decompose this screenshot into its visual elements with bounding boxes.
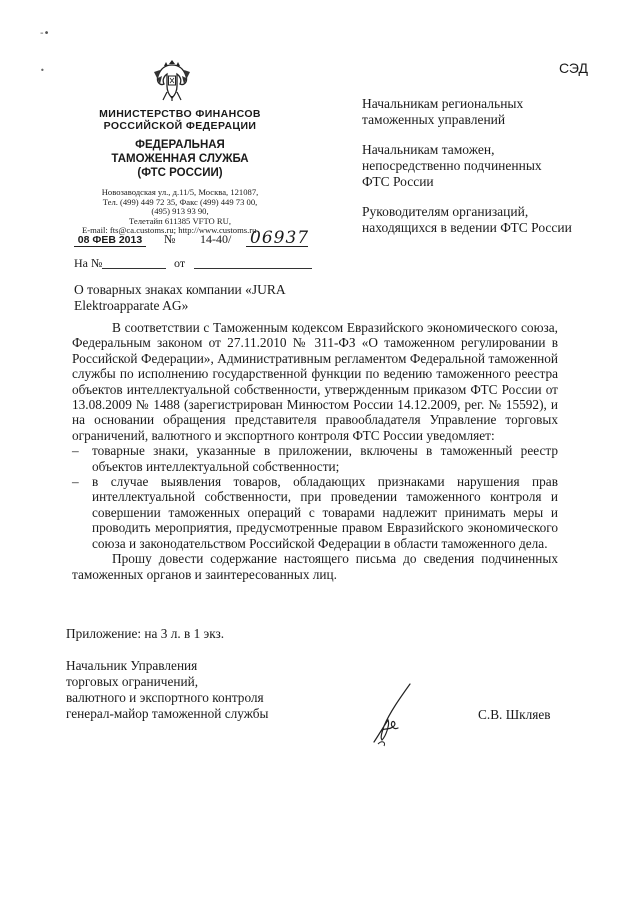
handwritten-signature xyxy=(360,680,420,750)
letter-body xyxy=(72,320,558,582)
list-item: – в случае выявления товаров, обладающих признаками нарушения прав интеллектуальной собственности, при проведении таможенного контроля и совершении таможенных операций с товарами надлежит принимать меры и проводить мероприятия, предусмотренные правом Евразийского экономического союза и законодательством Российской Федерации в области таможенного дела. xyxy=(72,474,558,551)
registration-date-stamp: 08 ФЕВ 2013 xyxy=(74,234,146,247)
contact-info: Новозаводская ул., д.11/5, Москва, 121087, Тел. (499) 449 72 35, Факс (499) 449 73 00, (495) 913 93 90, Телетайп 611385 VFTO RU, E-mail: fts@ca.customs.ru; http://www.customs.ru xyxy=(82,187,259,236)
document-tag: СЭД xyxy=(558,60,588,76)
attachment-note: Приложение: на 3 л. в 1 экз. xyxy=(66,626,225,641)
reference-label: На № xyxy=(74,256,103,270)
letterhead xyxy=(80,108,280,236)
coat-of-arms-icon xyxy=(152,56,192,102)
bullet-dash: – xyxy=(72,443,79,459)
reference-date-blank xyxy=(194,268,312,269)
reference-line xyxy=(74,256,314,272)
signer-name: С.В. Шкляев xyxy=(478,707,551,722)
handwritten-number: 06937 xyxy=(250,228,310,248)
corner-scan-dot: • xyxy=(40,66,45,75)
letter-subject: О товарных знаках компании «JURA Elektroapparate AG» xyxy=(74,282,285,313)
list-item: – товарные знаки, указанные в приложении, включены в таможенный реестр объектов интеллектуальной собственности; xyxy=(72,443,558,474)
signer-title: Начальник Управления торговых ограничений, валютного и экспортного контроля генерал-майор таможенной службы xyxy=(66,658,269,721)
body-paragraph: Прошу довести содержание настоящего письма до сведения подчиненных таможенных органов и заинтересованных лиц. xyxy=(72,551,558,582)
reference-from-label: от xyxy=(174,256,186,270)
registration-number: 14-40/ xyxy=(200,232,232,246)
number-label: № xyxy=(164,232,176,246)
addressee: Начальникам региональных таможенных управлений xyxy=(362,96,524,127)
bullet-dash: – xyxy=(72,474,79,490)
reference-blank xyxy=(102,268,166,269)
corner-scan-mark: -• xyxy=(40,28,50,39)
addressee: Начальникам таможен, непосредственно подчиненных ФТС России xyxy=(362,142,542,189)
registration-line xyxy=(72,228,310,248)
service-name: ФЕДЕРАЛЬНАЯ ТАМОЖЕННАЯ СЛУЖБА (ФТС РОССИИ) xyxy=(111,139,249,179)
ministry-name: МИНИСТЕРСТВО ФИНАНСОВ РОССИЙСКОЙ ФЕДЕРАЦИИ xyxy=(99,108,261,132)
number-underline xyxy=(246,246,308,247)
addressees xyxy=(362,96,572,250)
body-paragraph: В соответствии с Таможенным кодексом Евразийского экономического союза, Федеральным законом от 27.11.2010 № 311-ФЗ «О таможенном регулировании в Российской Федерации», Административным регламентом Федеральной таможенной службы по исполнению государственной функции по ведению таможенного реестра объектов интеллектуальной собственности, утвержденным приказом ФТС России от 13.08.2009 № 1488 (зарегистрирован Минюстом России 14.12.2009, рег. № 15592), и на основании обращения представителя правообладателя Управление торговых ограничений, валютного и экспортного контроля ФТС России уведомляет: xyxy=(72,320,558,443)
addressee: Руководителям организаций, находящихся в ведении ФТС России xyxy=(362,204,572,235)
